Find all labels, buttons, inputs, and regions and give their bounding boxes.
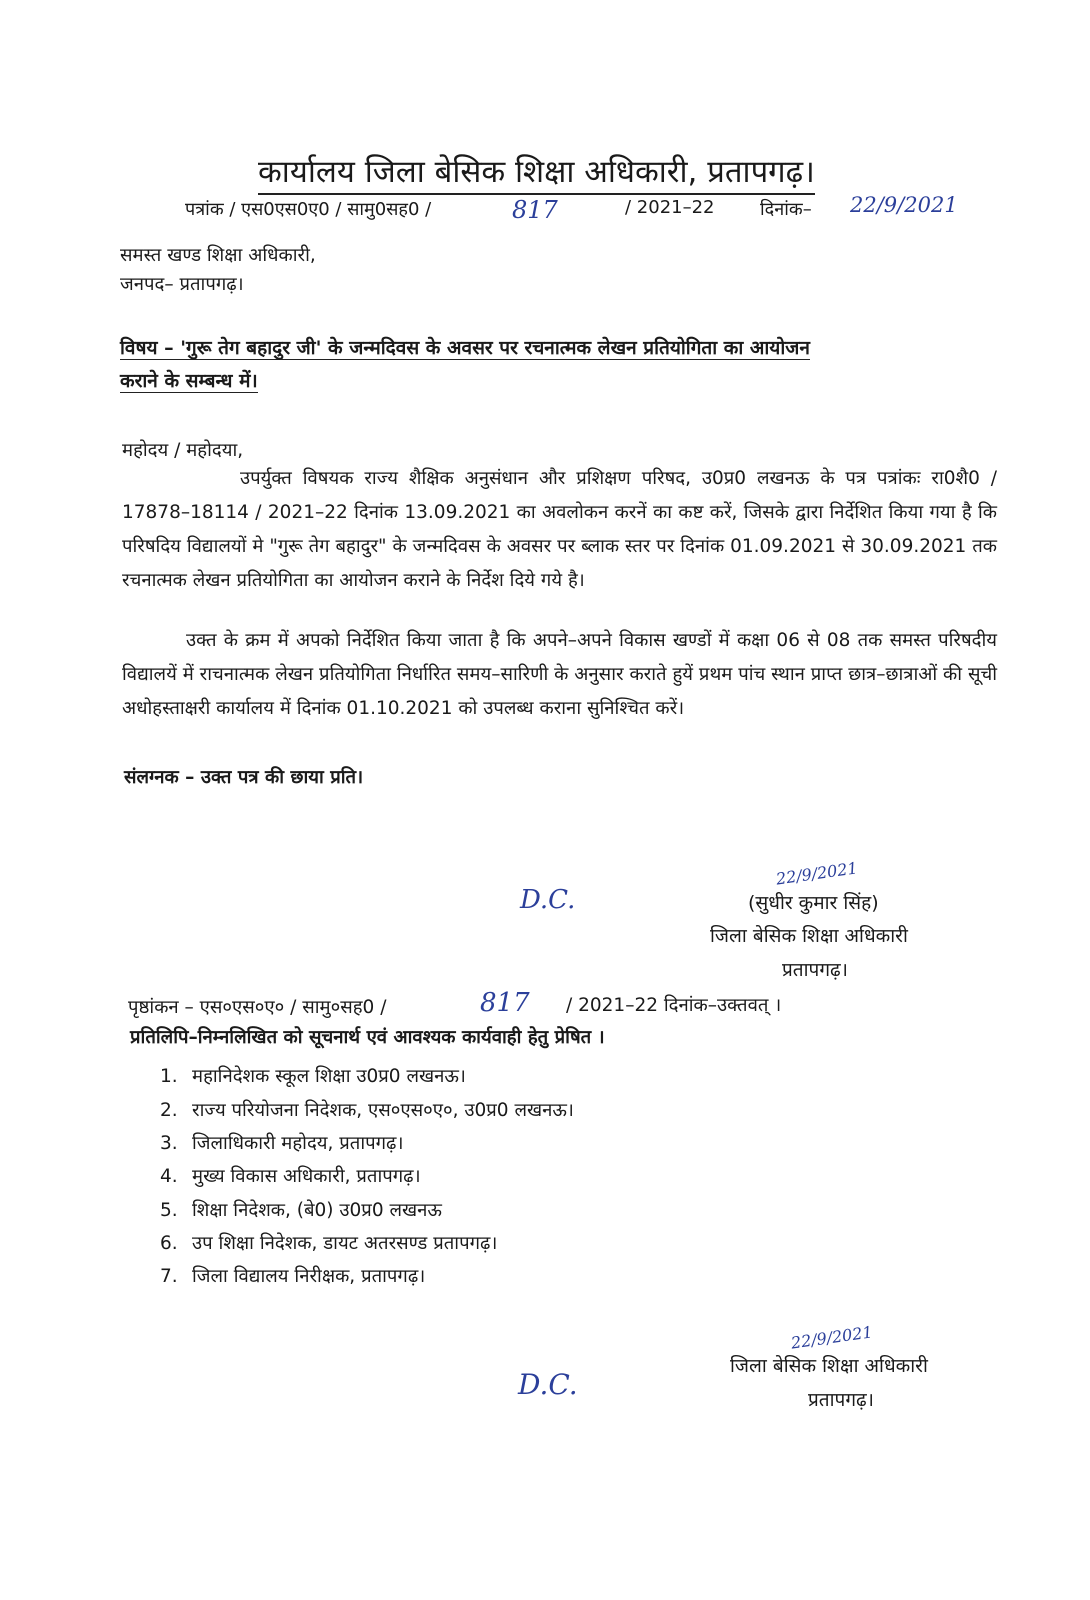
list-item: 3. जिलाधिकारी महोदय, प्रतापगढ़। bbox=[160, 1133, 404, 1154]
signature-scribble-2 bbox=[788, 1306, 875, 1357]
list-item: 5. शिक्षा निदेशक, (बे0) उ0प्र0 लखनऊ bbox=[160, 1200, 442, 1221]
subject-block bbox=[120, 332, 980, 398]
copy-to-line: प्रतिलिपि–निम्नलिखित को सूचनार्थ एवं आवश्यक कार्यवाही हेतु प्रेषित । bbox=[130, 1027, 605, 1048]
signatory-place-2: प्रतापगढ़। bbox=[808, 1389, 874, 1411]
list-item: 1. महानिदेशक स्कूल शिक्षा उ0प्र0 लखनऊ। bbox=[160, 1066, 466, 1087]
addressee-line1: समस्त खण्ड शिक्षा अधिकारी, bbox=[120, 245, 316, 266]
list-item: 4. मुख्य विकास अधिकारी, प्रतापगढ़। bbox=[160, 1166, 421, 1187]
endorsement-suffix: / 2021–22 दिनांक–उक्तवत् । bbox=[566, 995, 782, 1016]
office-heading: कार्यालय जिला बेसिक शिक्षा अधिकारी, प्रतापगढ़। bbox=[258, 150, 815, 195]
endorsement-number-handwritten: 817 bbox=[480, 988, 530, 1018]
list-item: 7. जिला विद्यालय निरीक्षक, प्रतापगढ़। bbox=[160, 1266, 426, 1287]
reference-year: / 2021–22 bbox=[625, 197, 715, 218]
initials-2-handwritten: D.C. bbox=[518, 1368, 578, 1401]
list-item: 2. राज्य परियोजना निदेशक, एस०एस०ए०, उ0प्र0 लखनऊ। bbox=[160, 1100, 574, 1121]
signatory-place-1: प्रतापगढ़। bbox=[782, 959, 848, 981]
body-paragraph-1: उपर्युक्त विषयक राज्य शैक्षिक अनुसंधान और प्रशिक्षण परिषद, उ0प्र0 लखनऊ के पत्र पत्रांकः रा0शै0 / 17878–18114 / 2021–22 दिनांक 13.09.2021 का अवलोकन करनें का कष्ट करें, जिसके द्वारा निर्देशित किया गया है कि परिषदिय विद्यालयों मे "गुरू तेग बहादुर" के जन्मदिवस के अवसर पर ब्लाक स्तर पर दिनांक 01.09.2021 से 30.09.2021 तक रचनात्मक लेखन प्रतियोगिता का आयोजन कराने के निर्देश दिये गये है। bbox=[122, 468, 997, 591]
initials-1-handwritten: D.C. bbox=[520, 885, 576, 915]
signatory-name: (सुधीर कुमार सिंह) bbox=[748, 892, 879, 914]
list-item: 6. उप शिक्षा निदेशक, डायट अतरसण्ड प्रतापगढ़। bbox=[160, 1233, 498, 1254]
signature-date-1: 22/9/2021 bbox=[774, 858, 859, 889]
salutation: महोदय / महोदया, bbox=[122, 440, 244, 461]
signature-date-2: 22/9/2021 bbox=[789, 1322, 874, 1353]
signature-scribble-1 bbox=[773, 842, 860, 893]
signatory-designation-2: जिला बेसिक शिक्षा अधिकारी bbox=[730, 1355, 928, 1377]
date-label: दिनांक– bbox=[760, 199, 812, 220]
subject-line2: कराने के सम्बन्ध में। bbox=[120, 370, 258, 392]
reference-number-handwritten: 817 bbox=[512, 196, 558, 224]
reference-prefix: पत्रांक / एस0एस0ए0 / सामु0सह0 / bbox=[185, 199, 432, 220]
addressee-line2: जनपद– प्रतापगढ़। bbox=[120, 274, 244, 295]
body-paragraph-2: उक्त के क्रम में अपको निर्देशित किया जाता है कि अपने–अपने विकास खण्डों में कक्षा 06 से 08 तक समस्त परिषदीय विद्यालयें में राचनात्मक लेखन प्रतियोगिता निर्धारित समय–सारिणी के अनुसार कराते हुयें प्रथम पांच स्थान प्राप्त छात्र–छात्राओं की सूची अधोहस्ताक्षरी कार्यालय में दिनांक 01.10.2021 को उपलब्ध कराना सुनिश्चित करें। bbox=[122, 630, 997, 719]
date-handwritten: 22/9/2021 bbox=[850, 193, 958, 217]
enclosure-note: संलग्नक – उक्त पत्र की छाया प्रति। bbox=[124, 767, 364, 788]
signatory-designation-1: जिला बेसिक शिक्षा अधिकारी bbox=[710, 925, 908, 947]
endorsement-prefix: पृष्ठांकन – एस०एस०ए० / सामु०सह0 / bbox=[128, 997, 387, 1018]
subject-line1: विषय – 'गुरू तेग बहादुर जी' के जन्मदिवस के अवसर पर रचनात्मक लेखन प्रतियोगिता का आयोजन bbox=[120, 337, 810, 359]
